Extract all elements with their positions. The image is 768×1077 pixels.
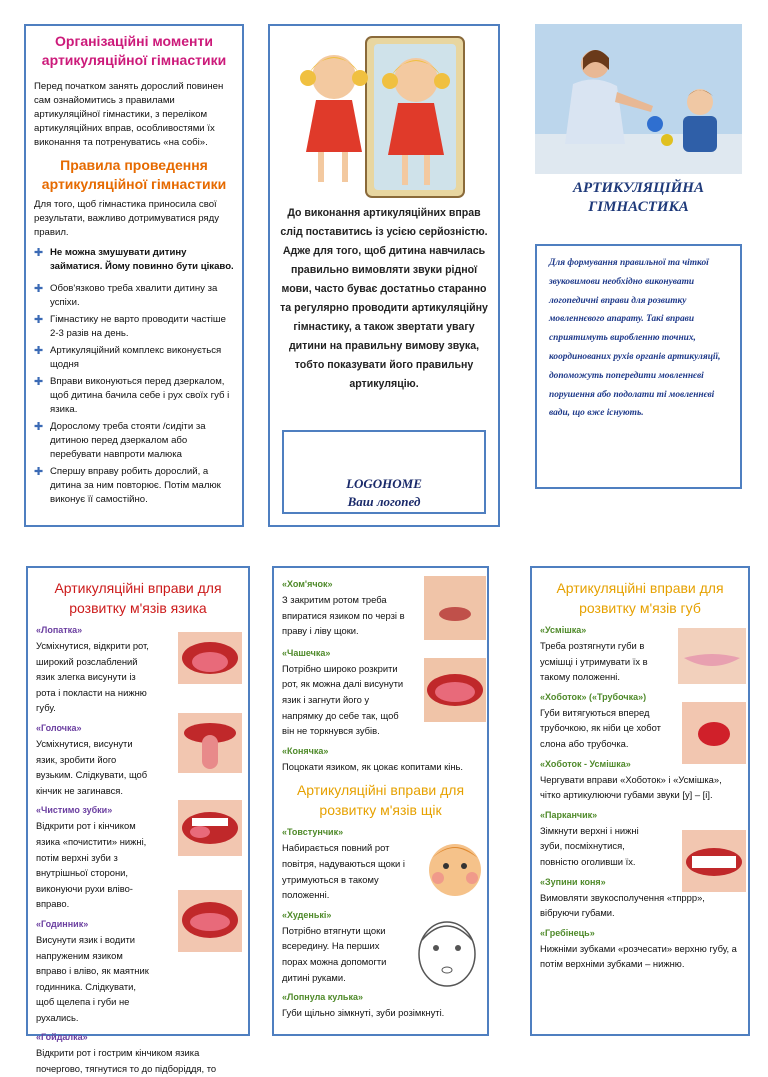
pushpin-icon: ✚ [34,345,44,357]
rule-item: ✚ Вправи виконуються перед дзеркалом, щоб дитина бачила себе і рух своїх губ і язика. [34,376,230,415]
exercise-text: Чергувати вправи «Хоботок» і «Усмішка», чітко артикулюючи губами звуки [у] – [і]. [540,773,722,801]
exercise-name: «Хоботок» («Трубочка») [540,691,647,702]
exercise-text: Відкрити рот і гострим кінчиком язика почергово, тягнутися то до підборіддя, то [36,1047,217,1075]
mouth-photo [424,576,486,640]
seriousness-panel [268,24,500,527]
girls-mirror-illustration [294,32,474,202]
rule-item: ✚ Артикуляційний комплекс виконується щодня [34,345,222,370]
exercise-text: Губи витягуються вперед трубочкою, як ніби це хобот слона або трубочка. [540,706,661,749]
rule-item: ✚ Спершу вправу робить дорослий, а дитина за ним повторює. Потім малюк виконує її самостійно. [34,466,221,505]
rule-item: ✚ Не можна змушувати дитину займатися. Йому повинно бути цікаво. [34,247,234,272]
exercise-item [540,927,740,972]
pushpin-icon: ✚ [34,247,44,259]
exercise-name: «Товстунчик» [282,827,344,838]
exercise-name: «Худенькі» [282,909,332,920]
exercise-item [282,991,479,1021]
exercise-item [540,758,740,803]
exercise-name: «Гойдалка» [36,1032,88,1043]
chubby-cheeks-illustration [424,836,486,900]
exercise-name: «Годинник» [36,918,89,929]
exercise-name: «Хоботок - Усмішка» [540,758,631,769]
therapist-photo [535,24,742,174]
exercise-name: «Зупини коня» [540,876,606,887]
cover-title: АРТИКУЛЯЦІЙНА ГІМНАСТИКА [573,180,704,215]
logo-tagline: Ваш логопед [347,494,421,509]
pushpin-icon: ✚ [34,421,44,433]
logo-name: LOGOHOME [346,476,422,491]
pushpin-icon: ✚ [34,466,44,478]
mouth-photo [682,702,746,764]
rule-item: ✚ Обов'язково треба хвалити дитину за успіхи. [34,283,218,308]
mouth-photo [178,632,242,684]
tongue-exercises-panel [26,566,250,1075]
exercise-text: Висунути язик і водити напруженим язиком вправо і вліво, як маятник годинника. Слідкувати, щоб щелепа і губи не рухались. [36,933,149,1023]
exercise-text: Нижніми зубками «розчесати» верхню губу, а потім верхніми зубками – нижню. [540,942,737,970]
organization-panel [24,24,244,527]
mouth-photo [424,658,486,722]
exercise-text: Відкрити рот і кінчиком язика «почистити» нижні, потім верхні зуби з внутрішньої сторони, виконуючи рухи вліво-вправо. [36,820,147,910]
exercise-text: Поцокати язиком, як цокає копитами кінь. [282,760,464,772]
exercise-text: Потрібно широко розкрити рот, як можна далі висунути язик і загнути його у напрямку до себе так, щоб він не торкнувся зубів. [282,662,404,737]
exercise-item [282,745,479,775]
rules-intro: Для того, щоб гімнастика приносила свої результати, важливо дотримуватися ряду правил. [34,199,220,238]
seriousness-text: До виконання артикуляційних вправ слід поставитись із усією серйозністю. Адже для того, щоб дитина навчилась правильно вимовляти звуки рідної мови, часто буває достатньо старанно та регулярно проводити артикуляційну гімнастику, а також звертати увагу дитини на правильну вимову звука, тобто показувати його правильну артикуляцію. [280,207,488,390]
exercise-text: З закритим ротом треба впиратися язиком по черзі в праву і ліву щоки. [282,594,405,637]
exercise-name: «Парканчик» [540,809,598,820]
rule-item: ✚ Гімнастику не варто проводити частіше 2-3 разів на день. [34,314,226,339]
thin-cheeks-illustration [408,916,486,990]
logo-box [282,430,486,514]
mouth-photo [682,830,746,892]
exercise-text: Усміхнутися, відкрити рот, широкий розслаблений язик злегка висунути із рота і покласти на нижню губу. [36,640,149,714]
mouth-photo [178,800,242,856]
mouth-photo [178,890,242,952]
lips-exercises-panel [530,566,750,1036]
exercise-name: «Гребінець» [540,927,595,938]
mouth-photo [178,713,242,773]
exercise-name: «Лопнула кулька» [282,992,363,1003]
mouth-photo [678,628,746,684]
organization-intro: Перед початком занять дорослий повинен сам ознайомитись з правилами артикуляційної гімнастики, з переліком артикуляційних вправ, особливостями їх виконання та потренуватись «на собі». [34,81,224,148]
rules-list [34,246,234,507]
tongue-cheek-exercises-panel [272,566,489,1036]
rules-title: Правила проведення артикуляційної гімнастики [41,157,227,192]
exercise-text: Усміхнутися, висунути язик, зробити його вузьким. Слідкувати, щоб кінчик не загинався. [36,737,148,796]
pushpin-icon: ✚ [34,283,44,295]
exercise-name: «Усмішка» [540,625,587,635]
exercise-name: «Голочка» [36,722,82,733]
exercise-name: «Чистимо зубки» [36,805,113,816]
rule-item: ✚ Дорослому треба стояти /сидіти за дитиною перед дзеркалом або перебувати навпроти малюка [34,421,206,460]
exercise-name: «Хом'ячок» [282,579,333,589]
exercise-text: Треба розтягнути губи в усмішці і утримувати їх в такому положенні. [540,640,648,683]
exercise-text: Зімкнути верхні і нижні зуби, посміхнутися, повністю оголивши їх. [540,824,639,867]
exercise-text: Потрібно втягнути щоки всередину. На перших порах можна допомогти дитині руками. [282,924,387,983]
exercise-item [36,1031,240,1076]
pushpin-icon: ✚ [34,376,44,388]
description-box [535,244,742,489]
pushpin-icon: ✚ [34,314,44,326]
exercise-text: Набирається повний рот повітря, надуваються щоки і утримуються в такому положенні. [282,842,405,901]
lips-title: Артикуляційні вправи для розвитку м'язів губ [556,580,724,616]
exercise-name: «Конячка» [282,745,329,756]
exercise-name: «Лопатка» [36,625,83,635]
tongue-title: Артикуляційні вправи для розвитку м'язів язика [54,580,222,616]
exercise-name: «Чашечка» [282,647,331,658]
exercise-text: Вимовляти звукосполучення «тпррр», вібруючи губами. [540,891,705,919]
description-text: Для формування правильної та чіткої звуковимови необхідно виконувати логопедичні вправи для розвитку мовленнєвого апарату. Такі вправи сприятимуть виробленню точних, координованих рухів органів артикуляції, допоможуть попередити мовленнєві порушення або подолати ті мовленнєві вади, що вже існують. [549,258,721,419]
exercise-text: Губи щільно зімкнуті, зуби розімкнуті. [282,1007,445,1019]
organization-title: Організаційні моменти артикуляційної гімнастики [41,33,227,68]
cheeks-title: Артикуляційні вправи для розвитку м'язів щік [296,782,465,819]
cover-panel [535,24,742,489]
